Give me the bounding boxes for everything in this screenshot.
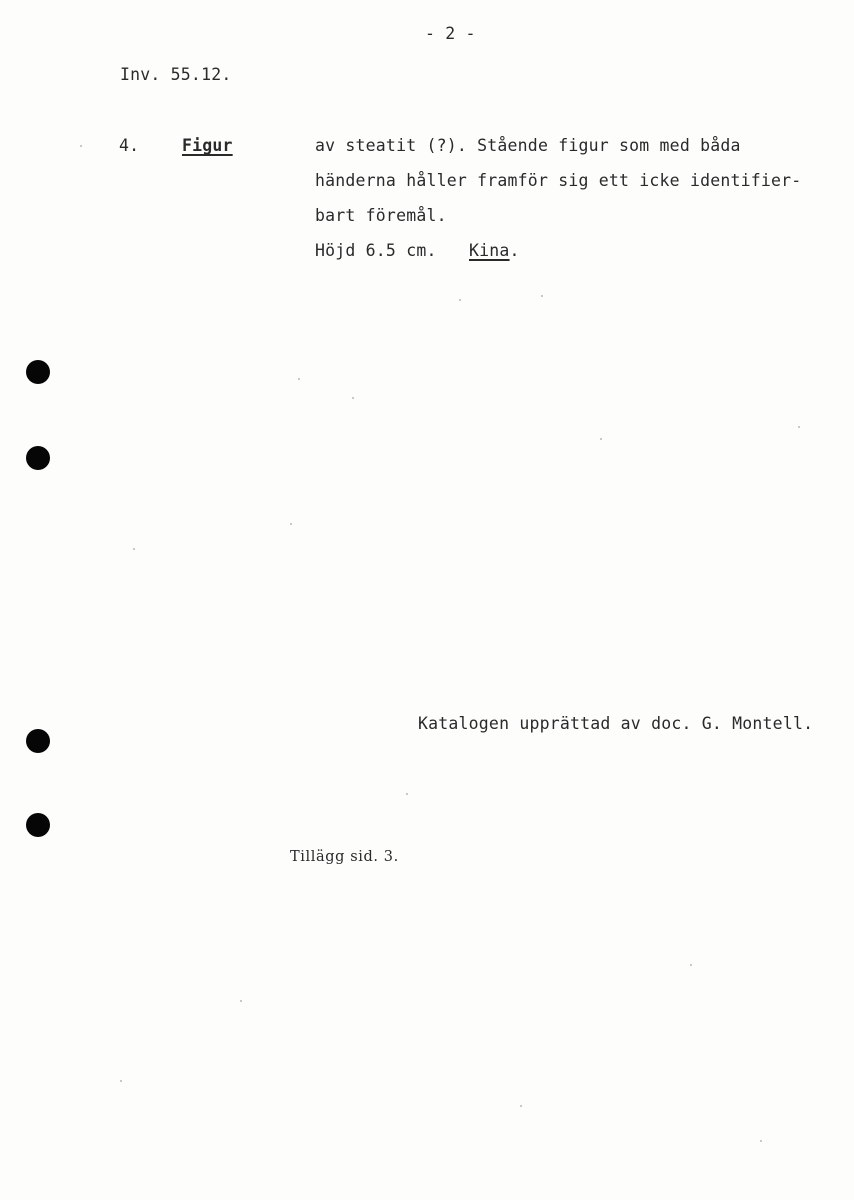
punch-hole-4 <box>26 813 50 837</box>
scan-speck <box>690 964 692 966</box>
scan-speck <box>80 145 82 147</box>
entry-line-2: händerna håller framför sig ett icke identifier- <box>315 171 802 190</box>
entry-origin-period: . <box>509 241 520 260</box>
scan-speck <box>541 295 543 297</box>
entry-line-1: av steatit (?). Stående figur som med båda <box>315 136 741 155</box>
scan-speck <box>290 523 292 525</box>
scan-speck <box>600 438 602 440</box>
entry-line-3: bart föremål. <box>315 206 447 225</box>
scan-speck <box>459 299 461 301</box>
scan-speck <box>133 548 135 550</box>
scan-speck <box>120 1080 122 1082</box>
inventory-number: Inv. 55.12. <box>120 65 232 84</box>
entry-number: 4. <box>119 136 140 155</box>
entry-origin: Kina <box>469 241 510 260</box>
addendum-note: Tillägg sid. 3. <box>290 849 399 865</box>
entry-title: Figur <box>182 136 233 155</box>
catalog-note: Katalogen upprättad av doc. G. Montell. <box>418 714 814 733</box>
page-number: - 2 - <box>425 24 476 43</box>
entry-height: Höjd 6.5 cm. <box>315 241 437 260</box>
punch-hole-3 <box>26 729 50 753</box>
punch-hole-1 <box>26 360 50 384</box>
entry-origin-wrap <box>469 243 520 260</box>
scan-speck <box>798 426 800 428</box>
scan-speck <box>406 793 408 795</box>
scan-speck <box>760 1140 762 1142</box>
punch-hole-2 <box>26 446 50 470</box>
scan-speck <box>240 1000 242 1002</box>
scan-speck <box>352 397 354 399</box>
scan-speck <box>298 378 300 380</box>
scan-speck <box>520 1105 522 1107</box>
